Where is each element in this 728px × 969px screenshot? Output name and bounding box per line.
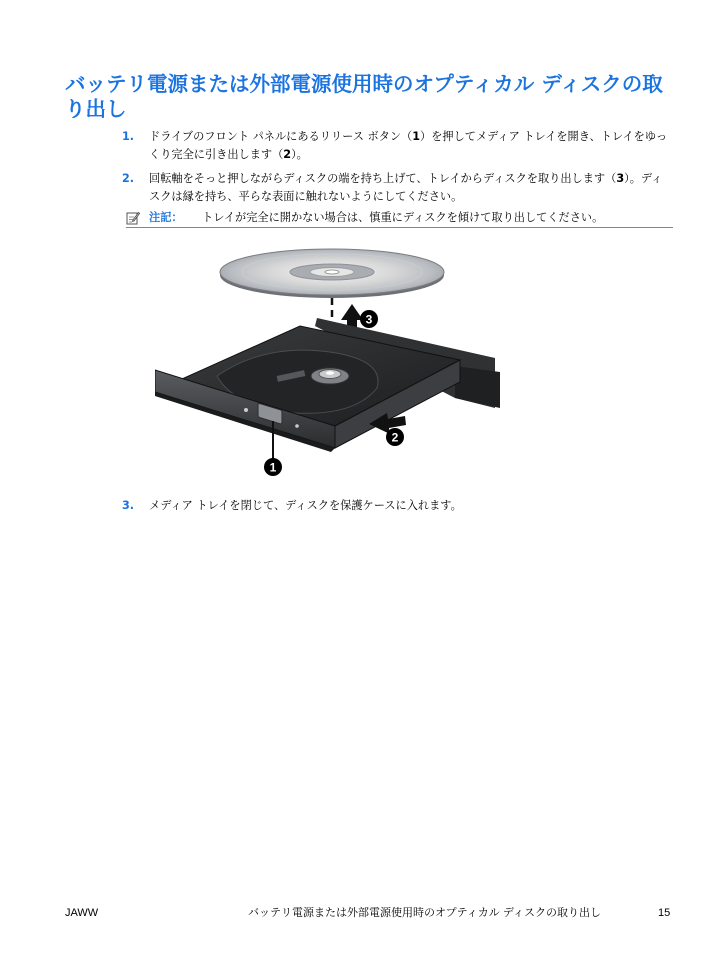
note-text: トレイが完全に開かない場合は、慎重にディスクを傾けて取り出してください。 xyxy=(202,211,604,224)
page-title: バッテリ電源または外部電源使用時のオプティカル ディスクの取り出し xyxy=(65,72,663,121)
step-number: 1. xyxy=(122,130,135,143)
footer-left-label: JAWW xyxy=(65,907,99,919)
page-number: 15 xyxy=(658,907,671,919)
svg-text:1: 1 xyxy=(269,460,277,475)
step-number: 3. xyxy=(122,499,135,512)
step-text: メディア トレイを閉じて、ディスクを保護ケースに入れます。 xyxy=(149,499,462,512)
step-2 xyxy=(122,170,682,205)
disc-ejection-illustration xyxy=(155,248,510,488)
step-1 xyxy=(122,128,682,163)
note-box xyxy=(126,208,673,228)
step-text: ドライブのフロント パネルにあるリリース ボタン（1）を押してメディア トレイを開き、トレイをゆっくり完全に引き出します（2）。 xyxy=(149,130,668,161)
optical-drive xyxy=(155,318,500,452)
step-number: 2. xyxy=(122,172,135,185)
svg-text:2: 2 xyxy=(391,430,399,445)
callout-1 xyxy=(264,458,282,476)
callout-3 xyxy=(360,310,378,328)
note-label: 注記： xyxy=(149,211,183,224)
callout-2 xyxy=(386,428,404,446)
svg-text:3: 3 xyxy=(365,312,373,327)
step-text: 回転軸をそっと押しながらディスクの端を持ち上げて、トレイからディスクを取り出します（3）。ディスクは縁を持ち、平らな表面に触れないようにしてください。 xyxy=(149,172,663,203)
footer-running-title: バッテリ電源または外部電源使用時のオプティカル ディスクの取り出し xyxy=(248,907,601,919)
note-pencil-icon xyxy=(126,211,140,225)
step-3 xyxy=(122,497,682,515)
optical-disc xyxy=(220,249,444,298)
